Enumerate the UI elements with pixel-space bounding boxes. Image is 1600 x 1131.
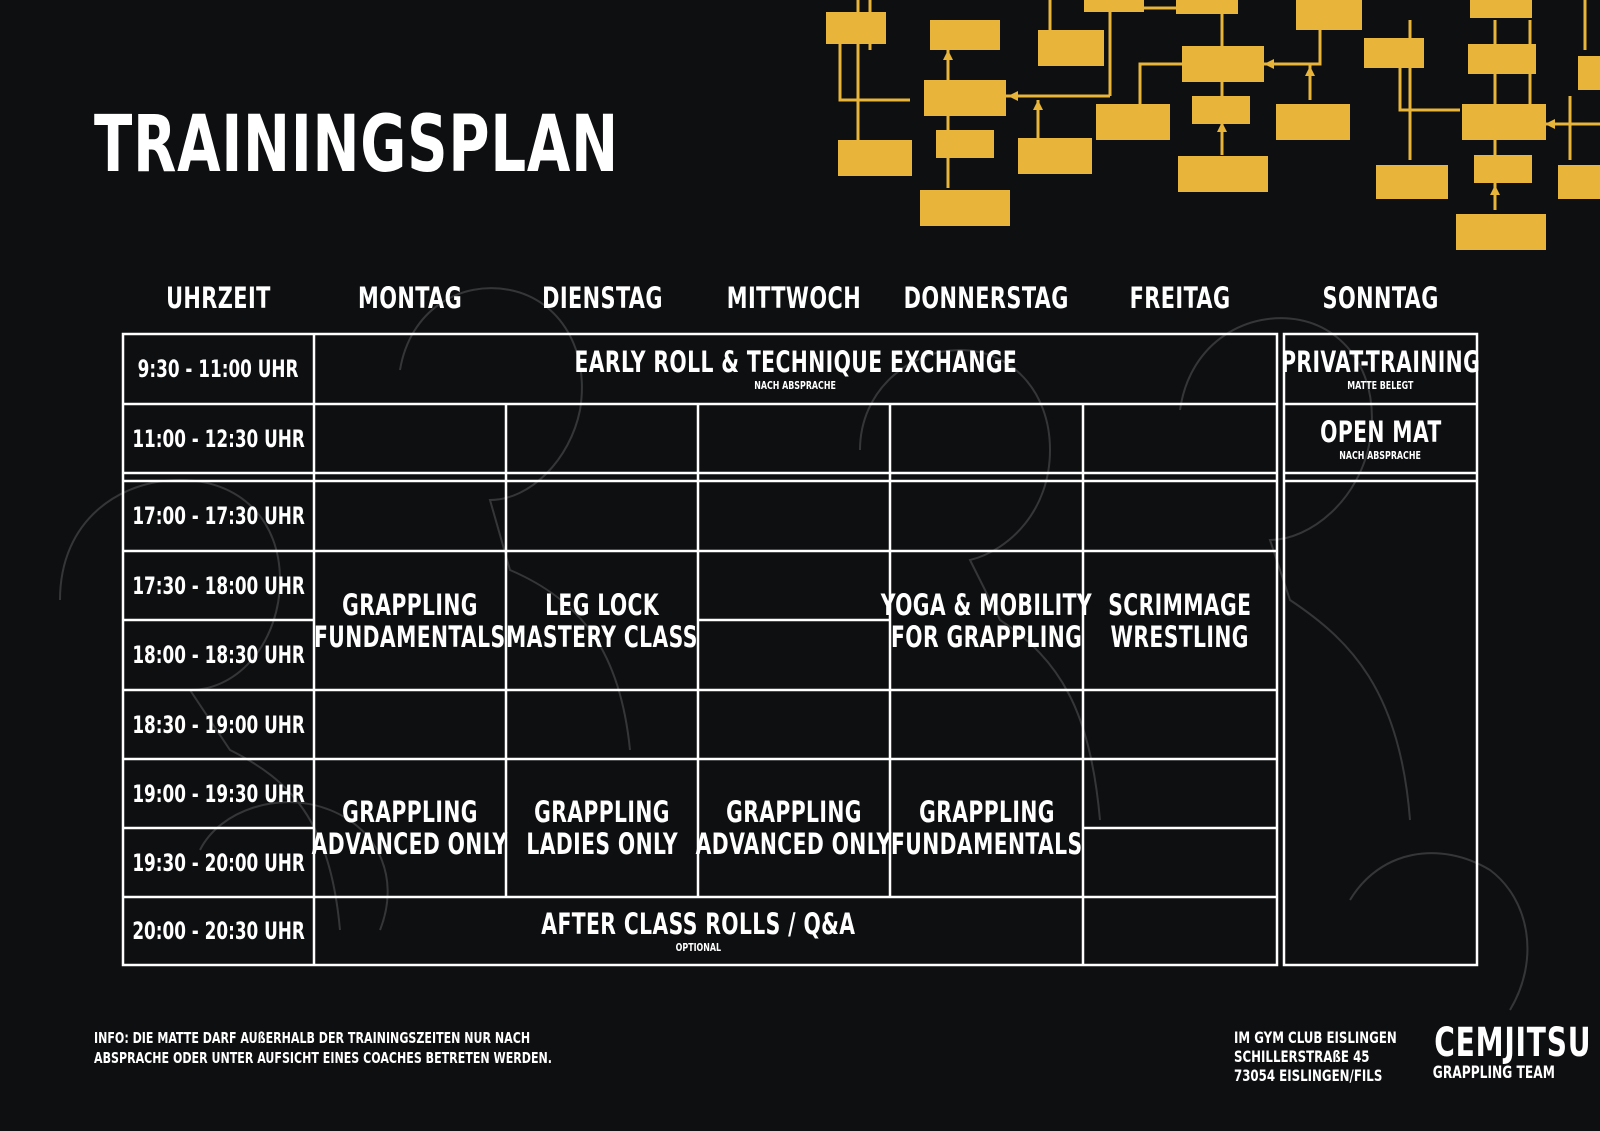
session-dienstag-leglock: LEG LOCK MASTERY CLASS (506, 587, 698, 654)
header-mittwoch: MITTWOCH (726, 281, 862, 315)
time-slot: 17:30 - 18:00 UHR (132, 571, 305, 600)
header-dienstag: DIENSTAG (541, 281, 663, 315)
time-slot: 19:00 - 19:30 UHR (132, 779, 305, 808)
time-slot: 18:00 - 18:30 UHR (132, 641, 305, 669)
time-slot: 19:30 - 20:00 UHR (132, 848, 305, 877)
session-donnerstag-fundamentals: GRAPPLING FUNDAMENTALS (890, 795, 1083, 861)
header-uhrzeit: UHRZEIT (166, 281, 271, 315)
session-dienstag-ladies: GRAPPLING LADIES ONLY (526, 795, 678, 861)
header-freitag: FREITAG (1129, 281, 1231, 315)
time-slot: 20:00 - 20:30 UHR (132, 917, 305, 945)
session-mittwoch-advanced: GRAPPLING ADVANCED ONLY (695, 795, 893, 861)
mat-info-note: INFO: DIE MATTE DARF AUßERHALB DER TRAININGSZEITEN NUR NACH ABSPRACHE ODER UNTER AUFSICHT EINES COACHES BETRETEN WERDEN. (94, 1029, 553, 1067)
session-early-roll: EARLY ROLL & TECHNIQUE EXCHANGE NACH ABSPRACHE (574, 345, 1017, 392)
team-logo: CEMJITSU GRAPPLING TEAM (1432, 1020, 1592, 1083)
time-slot: 9:30 - 11:00 UHR (138, 355, 299, 383)
session-after-class: AFTER CLASS ROLLS / Q&A OPTIONAL (541, 907, 856, 954)
session-montag-advanced: GRAPPLING ADVANCED ONLY (311, 795, 509, 861)
time-slot: 17:00 - 17:30 UHR (132, 502, 305, 530)
time-slot: 11:00 - 12:30 UHR (132, 424, 305, 453)
gym-address: IM GYM CLUB EISLINGEN SCHILLERSTRAßE 45 73054 EISLINGEN/FILS (1234, 1028, 1397, 1085)
session-montag-fundamentals: GRAPPLING FUNDAMENTALS (314, 587, 506, 654)
header-sonntag: SONNTAG (1322, 281, 1439, 315)
header-donnerstag: DONNERSTAG (903, 281, 1070, 315)
page-title: TRAININGSPLAN (94, 100, 619, 190)
time-slot: 18:30 - 19:00 UHR (132, 710, 305, 739)
session-freitag-scrimmage: SCRIMMAGE WRESTLING (1108, 587, 1252, 654)
header-montag: MONTAG (357, 281, 463, 315)
session-sonntag-privat: PRIVAT-TRAINING MATTE BELEGT (1280, 345, 1481, 392)
session-donnerstag-yoga: YOGA & MOBILITY FOR GRAPPLING (880, 587, 1093, 654)
session-sonntag-openmat: OPEN MAT NACH ABSPRACHE (1319, 414, 1442, 462)
